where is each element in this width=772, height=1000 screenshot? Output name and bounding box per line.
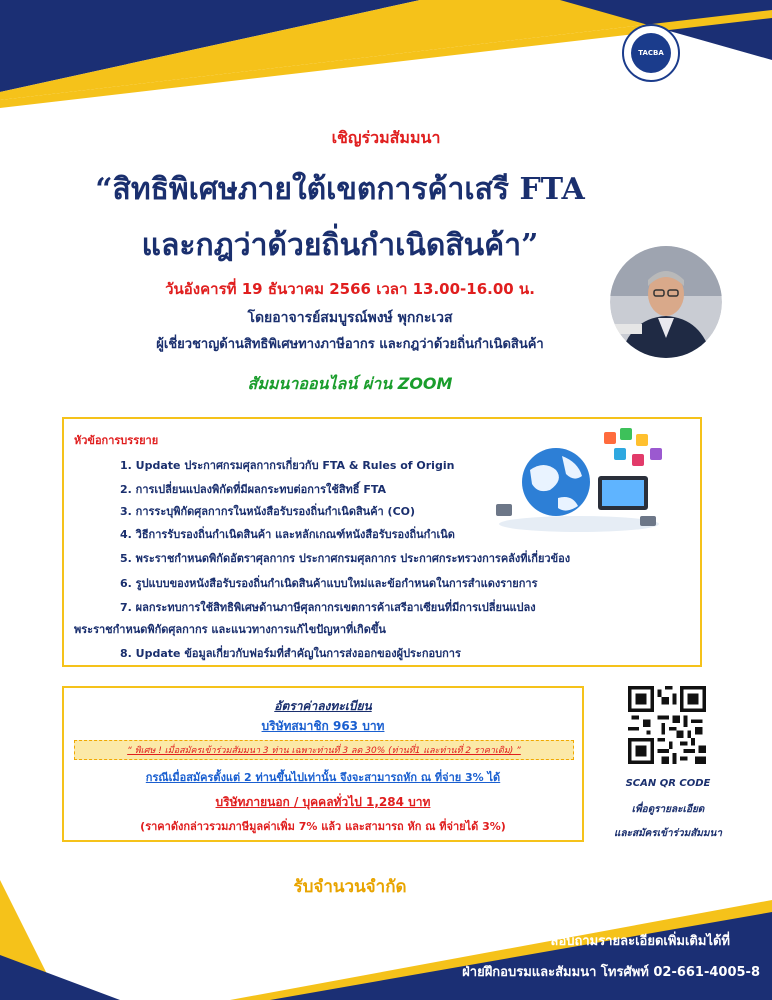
qr-code[interactable] <box>628 686 706 764</box>
contact-phone[interactable]: ฝ่ายฝึกอบรมและสัมมนา โทรศัพท์ 02-661-4005-8 <box>462 965 760 980</box>
fee-general-price: บริษัทภายนอก / บุคคลทั่วไป 1,284 บาท <box>215 795 431 809</box>
speaker-expertise: ผู้เชี่ยวชาญด้านสิทธิพิเศษทางภาษีอากร และกฎว่าด้วยถิ่นกำเนิดสินค้า <box>156 337 544 352</box>
topics-heading: หัวข้อการบรรยาย <box>74 434 159 447</box>
contact-line1: สอบถามรายละเอียดเพิ่มเติมได้ที่ <box>550 934 730 949</box>
logo-text: TACBA <box>631 33 671 73</box>
fee-title: อัตราค่าลงทะเบียน <box>274 699 372 713</box>
speaker-photo <box>610 246 722 358</box>
fee-vat-note: (ราคาดังกล่าวรวมภาษีมูลค่าเพิ่ม 7% แล้ว และสามารถ หัก ณ ที่จ่ายได้ 3%) <box>140 820 506 833</box>
online-zoom-label: สัมมนาออนไลน์ ผ่าน ZOOM <box>247 374 453 393</box>
limited-seats-label: รับจำนวนจำกัด <box>293 877 407 897</box>
qr-caption-line1: SCAN QR CODE <box>625 778 711 789</box>
qr-caption-line3: และสมัครเข้าร่วมสัมมนา <box>614 828 722 839</box>
topic-item-7: 7. ผลกระทบการใช้สิทธิพิเศษด้านภาษีศุลกากรเขตการค้าเสรีอาเซียนที่มีการเปลี่ยนแปลง <box>120 601 536 614</box>
invite-label: เชิญร่วมสัมมนา <box>331 128 441 147</box>
topic-item-7-continued: พระราชกำหนดพิกัดศุลกากร และแนวทางการแก้ไขปัญหาที่เกิดขึ้น <box>74 623 386 636</box>
seminar-title-line1: “สิทธิพิเศษภายใต้เขตการค้าเสรี FTA <box>95 172 585 207</box>
fee-condition: กรณีเมื่อสมัครตั้งแต่ 2 ท่านขึ้นไปเท่านั้น จึงจะสามารถหัก ณ ที่จ่าย 3% ได้ <box>145 771 501 784</box>
topic-item-4: 4. วิธีการรับรองถิ่นกำเนิดสินค้า และหลักเกณฑ์หนังสือรับรองถิ่นกำเนิด <box>120 528 455 541</box>
topic-item-8: 8. Update ข้อมูลเกี่ยวกับฟอร์มที่สำคัญในการส่งออกของผู้ประกอบการ <box>120 647 461 660</box>
tacba-logo <box>622 24 680 82</box>
seminar-date: วันอังคารที่ 19 ธันวาคม 2566 เวลา 13.00-16.00 น. <box>165 280 535 298</box>
speaker-name: โดยอาจารย์สมบูรณ์พงษ์ พุกกะเวส <box>247 310 453 326</box>
topic-item-2: 2. การเปลี่ยนแปลงพิกัดที่มีผลกระทบต่อการใช้สิทธิ์ FTA <box>120 483 387 496</box>
topic-item-3: 3. การระบุพิกัดศุลกากรในหนังสือรับรองถิ่นกำเนิดสินค้า (CO) <box>120 505 416 518</box>
fee-member-price: บริษัทสมาชิก 963 บาท <box>261 719 385 733</box>
topic-item-6: 6. รูปแบบของหนังสือรับรองถิ่นกำเนิดสินค้าแบบใหม่และข้อกำหนดในการสำแดงรายการ <box>120 577 538 590</box>
promo-text: “ พิเศษ ! เมื่อสมัครเข้าร่วมสัมมนา 3 ท่าน เฉพาะท่านที่ 3 ลด 30% (ท่านที่1 และท่านที่ 2 ราคาเดิม) ” <box>127 746 521 756</box>
qr-caption-line2: เพื่อดูรายละเอียด <box>631 804 705 815</box>
globe-network-illustration <box>486 424 672 534</box>
seminar-title-line2: และกฎว่าด้วยถิ่นกำเนิดสินค้า” <box>141 228 539 263</box>
topic-item-5: 5. พระราชกำหนดพิกัดอัตราศุลกากร ประกาศกรมศุลกากร ประกาศกระทรวงการคลังที่เกี่ยวข้อง <box>120 552 571 565</box>
topic-item-1: 1. Update ประกาศกรมศุลกากรเกี่ยวกับ FTA & Rules of Origin <box>120 459 455 472</box>
